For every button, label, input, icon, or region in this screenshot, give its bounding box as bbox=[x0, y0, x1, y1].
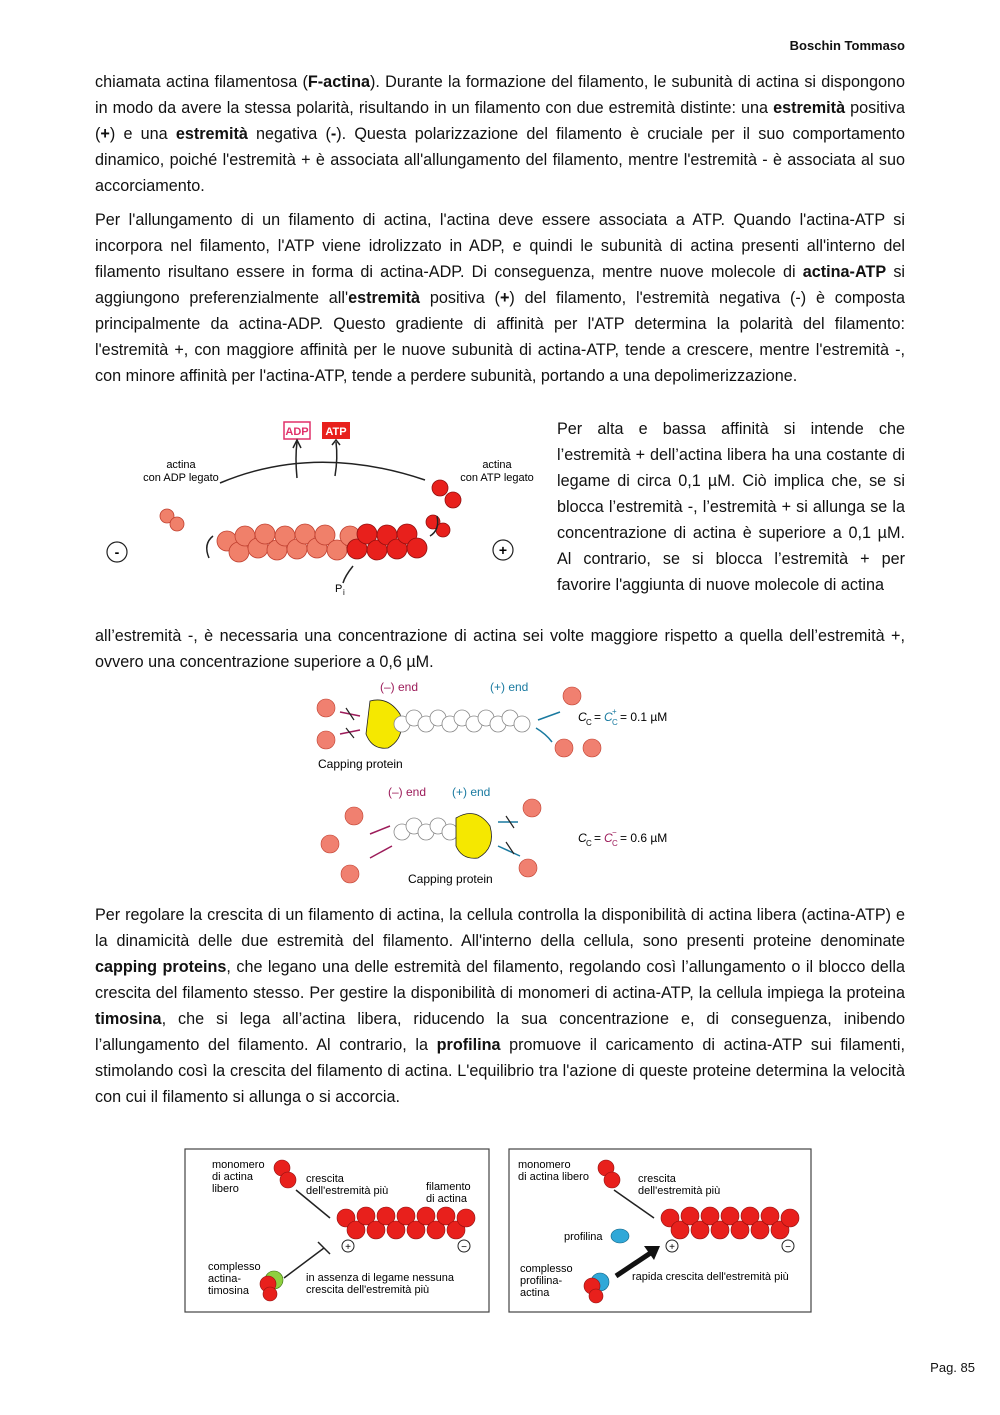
text-run: positiva ( bbox=[95, 99, 906, 143]
top-filament bbox=[394, 710, 530, 732]
paragraph-atp-polarity bbox=[95, 207, 905, 389]
bottom-filament bbox=[394, 818, 458, 840]
top-minus-end-label: (–) end bbox=[380, 680, 419, 694]
minus-loss-arrow bbox=[207, 536, 213, 558]
bold-term: actina-ATP bbox=[802, 263, 887, 281]
page-header-author: Boschin Tommaso bbox=[789, 38, 905, 53]
paragraph-f-actin bbox=[95, 69, 905, 199]
thymosin-plus-symbol: + bbox=[345, 1242, 351, 1253]
profilin-label: profilina bbox=[564, 1231, 603, 1243]
bottom-cc-minus-sup: − bbox=[612, 828, 617, 837]
bottom-minus-end-label: (–) end bbox=[388, 785, 427, 799]
bottom-capping-protein bbox=[456, 814, 492, 859]
atp-label: ATP bbox=[325, 426, 347, 438]
top-cc-critical: C bbox=[604, 710, 613, 724]
bold-term: timosina bbox=[95, 1010, 162, 1028]
thymosin-filament-label-2: di actina bbox=[426, 1193, 467, 1205]
bottom-cc-critical: C bbox=[604, 831, 613, 845]
text-run: chiamata actina filamentosa ( bbox=[95, 73, 308, 91]
pi-label: P bbox=[335, 583, 343, 595]
bold-term: + bbox=[499, 289, 510, 307]
profilin-note: rapida crescita dell'estremità più bbox=[632, 1271, 789, 1283]
top-cc-plus-sup: + bbox=[612, 707, 617, 716]
thymosin-note-1: in assenza di legame nessuna bbox=[306, 1272, 454, 1284]
bold-term: F-actina bbox=[307, 73, 370, 91]
text-run: positiva ( bbox=[420, 289, 500, 307]
bold-term: estremità bbox=[773, 99, 846, 117]
pi-subscript: i bbox=[343, 588, 345, 597]
text-run: ) del filamento, l'estremità negativa (-) è composta principalmente da actina-ADP. Questo gradiente di affinità per l'ATP determina la polarità del filamento: l'estremità +, con maggiore affinità per le nuove subunità di actina-ATP, tende a crescere, mentre l'estremità -, con minore affinità per l'actina-ATP, tende a perdere subunità, portando a una depolimerizzazione. bbox=[95, 289, 905, 385]
actin-adp-label-2: con ADP legato bbox=[143, 472, 219, 484]
actin-filament-diagram bbox=[95, 418, 545, 600]
profilin-protein bbox=[611, 1229, 629, 1243]
bottom-blocked-plus-arrows bbox=[498, 822, 520, 856]
thymosin-panel bbox=[184, 1148, 492, 1314]
actin-adp-label-1: actina bbox=[166, 459, 196, 471]
profilin-mono-label-2: di actina libero bbox=[518, 1171, 589, 1183]
bottom-cc-critical-sub: C bbox=[612, 839, 618, 848]
bold-term: capping proteins bbox=[95, 958, 227, 976]
free-adp-monomers bbox=[160, 509, 184, 531]
top-cc-critical-sub: C bbox=[612, 718, 618, 727]
text-run: promuove il caricamento di actina-ATP sui filamenti, stimolando così la crescita del filamento di actina. L'equilibrio tra l'azione di queste proteine determina la velocità con cui il filamento si allunga o si accorcia. bbox=[95, 1036, 905, 1106]
top-cc-value: = 0.1 µM bbox=[620, 710, 668, 724]
thymosin-growth-label-1: crescita bbox=[306, 1173, 344, 1185]
bottom-minus-arrows bbox=[370, 826, 392, 858]
filament-adp-part bbox=[217, 524, 360, 562]
atp-bind-arrow bbox=[335, 442, 337, 476]
adp-release-arrow bbox=[296, 442, 297, 478]
text-run: si aggiungono preferenzialmente all' bbox=[95, 263, 906, 307]
top-plus-end-label: (+) end bbox=[490, 680, 529, 694]
top-blocked-minus-arrows bbox=[340, 712, 360, 734]
free-atp-monomers bbox=[426, 480, 461, 537]
bottom-cc-value: = 0.6 µM bbox=[620, 831, 668, 845]
top-eq-sign: = bbox=[594, 710, 602, 724]
profilin-minus-symbol: − bbox=[785, 1242, 791, 1253]
bottom-cc-symbol: C bbox=[578, 831, 587, 845]
profilin-panel bbox=[508, 1148, 814, 1314]
bottom-cc-sub: C bbox=[586, 839, 592, 848]
thymosin-note-2: crescita dell'estremità più bbox=[306, 1284, 430, 1296]
filament-atp-part bbox=[347, 524, 427, 560]
paragraph-affinity-wrap: Per alta e bassa affinità si intende che l’estremità + dell’actina libera ha una costante di legame di circa 0,1 µM. Ciò implica che, se si blocca l’estremità -, l’estremità + si allunga se la concentrazione di actina è superiore a 0,1 µM. Al contrario, se si blocca l’estremità + per favorire l'aggiunta di nuove molecole di actina bbox=[557, 420, 905, 594]
bold-term: + bbox=[100, 125, 110, 143]
capping-protein-diagram bbox=[310, 676, 710, 890]
thymosin-mono-label-2: di actina bbox=[212, 1171, 253, 1183]
profilin-complex-label-3: actina bbox=[520, 1287, 550, 1299]
text-run: , che si lega all’actina libera, riducendo la sua concentrazione e, di conseguenza, inibendo l’allungamento del filamento. Al contrario, la bbox=[95, 1010, 905, 1054]
plus-symbol: + bbox=[498, 542, 508, 558]
profilin-plus-symbol: + bbox=[669, 1242, 675, 1253]
thymosin-growth-label-2: dell'estremità più bbox=[306, 1185, 389, 1197]
profilin-growth-label-2: dell'estremità più bbox=[638, 1185, 721, 1197]
thymosin-minus-symbol: − bbox=[461, 1242, 467, 1253]
thymosin-complex-label-2: actina- bbox=[208, 1273, 242, 1285]
bottom-plus-end-label: (+) end bbox=[452, 785, 491, 799]
text-run: Per regolare la crescita di un filamento di actina, la cellula controlla la disponibilità di actina libera (actina-ATP) e la dinamicità delle due estremità del filamento. All'interno della cellula, sono presenti proteine denominate bbox=[95, 906, 905, 950]
adp-label: ADP bbox=[285, 426, 309, 438]
pi-release-arrow bbox=[343, 566, 353, 583]
text-run: Per l'allungamento di un filamento di actina, l'actina deve essere associata a ATP. Quando l'actina-ATP si incorpora nel filamento, l'ATP viene idrolizzato in ADP, e quindi le subunità di actina presenti all'interno del filamento risultano essere in forma di actina-ADP. Di conseguenza, mentre nuove molecole di bbox=[95, 211, 905, 281]
top-cc-symbol: C bbox=[578, 710, 587, 724]
profilin-mono-label-1: monomero bbox=[518, 1159, 571, 1171]
bold-term: - bbox=[330, 125, 337, 143]
paragraph-affinity-full: all’estremità -, è necessaria una concentrazione di actina sei volte maggiore rispetto a quella dell’estremità +, ovvero una concentrazione superiore a 0,6 µM. bbox=[95, 627, 905, 671]
text-run: negativa ( bbox=[247, 125, 331, 143]
bottom-eq-sign: = bbox=[594, 831, 602, 845]
text-run: ) e una bbox=[109, 125, 176, 143]
bottom-capping-label: Capping protein bbox=[408, 872, 493, 886]
text-run: ). Durante la formazione del filamento, le subunità di actina si dispongono in modo da avere la stessa polarità, risultando in un filamento con due estremità distinte: una bbox=[95, 73, 906, 117]
bottom-free-monomers bbox=[321, 799, 541, 883]
text-run: , che legano una delle estremità del filamento, regolando così l’allungamento o il blocco della crescita del filamento stesso. Per gestire la disponibilità di monomeri di actina-ATP, la cellula impiega la proteina bbox=[95, 958, 905, 1002]
bold-term: estremità bbox=[175, 125, 248, 143]
actin-atp-label-1: actina bbox=[482, 459, 512, 471]
top-capping-label: Capping protein bbox=[318, 757, 403, 771]
exchange-arc bbox=[220, 462, 425, 483]
profilin-growth-label-1: crescita bbox=[638, 1173, 676, 1185]
thymosin-filament-label-1: filamento bbox=[426, 1181, 471, 1193]
bold-term: estremità bbox=[348, 289, 421, 307]
text-run: ). Questa polarizzazione del filamento è cruciale per il suo comportamento dinamico, poiché l'estremità + è associata all'allungamento del filamento, mentre l'estremità - è associata al suo accorciamento. bbox=[95, 125, 905, 195]
paragraph-regulation bbox=[95, 902, 905, 1110]
profilin-complex-label-1: complesso bbox=[520, 1263, 573, 1275]
profilin-complex-label-2: profilina- bbox=[520, 1275, 563, 1287]
thymosin-complex-label-3: timosina bbox=[208, 1285, 249, 1297]
top-cc-sub: C bbox=[586, 718, 592, 727]
page-number: Pag. 85 bbox=[930, 1360, 975, 1375]
thymosin-mono-label-1: monomero bbox=[212, 1159, 265, 1171]
actin-atp-label-2: con ATP legato bbox=[460, 472, 534, 484]
thymosin-complex-label-1: complesso bbox=[208, 1261, 261, 1273]
minus-symbol: - bbox=[114, 544, 120, 560]
thymosin-mono-label-3: libero bbox=[212, 1183, 239, 1195]
top-plus-add-arrow bbox=[538, 712, 560, 720]
bold-term: profilina bbox=[436, 1036, 501, 1054]
